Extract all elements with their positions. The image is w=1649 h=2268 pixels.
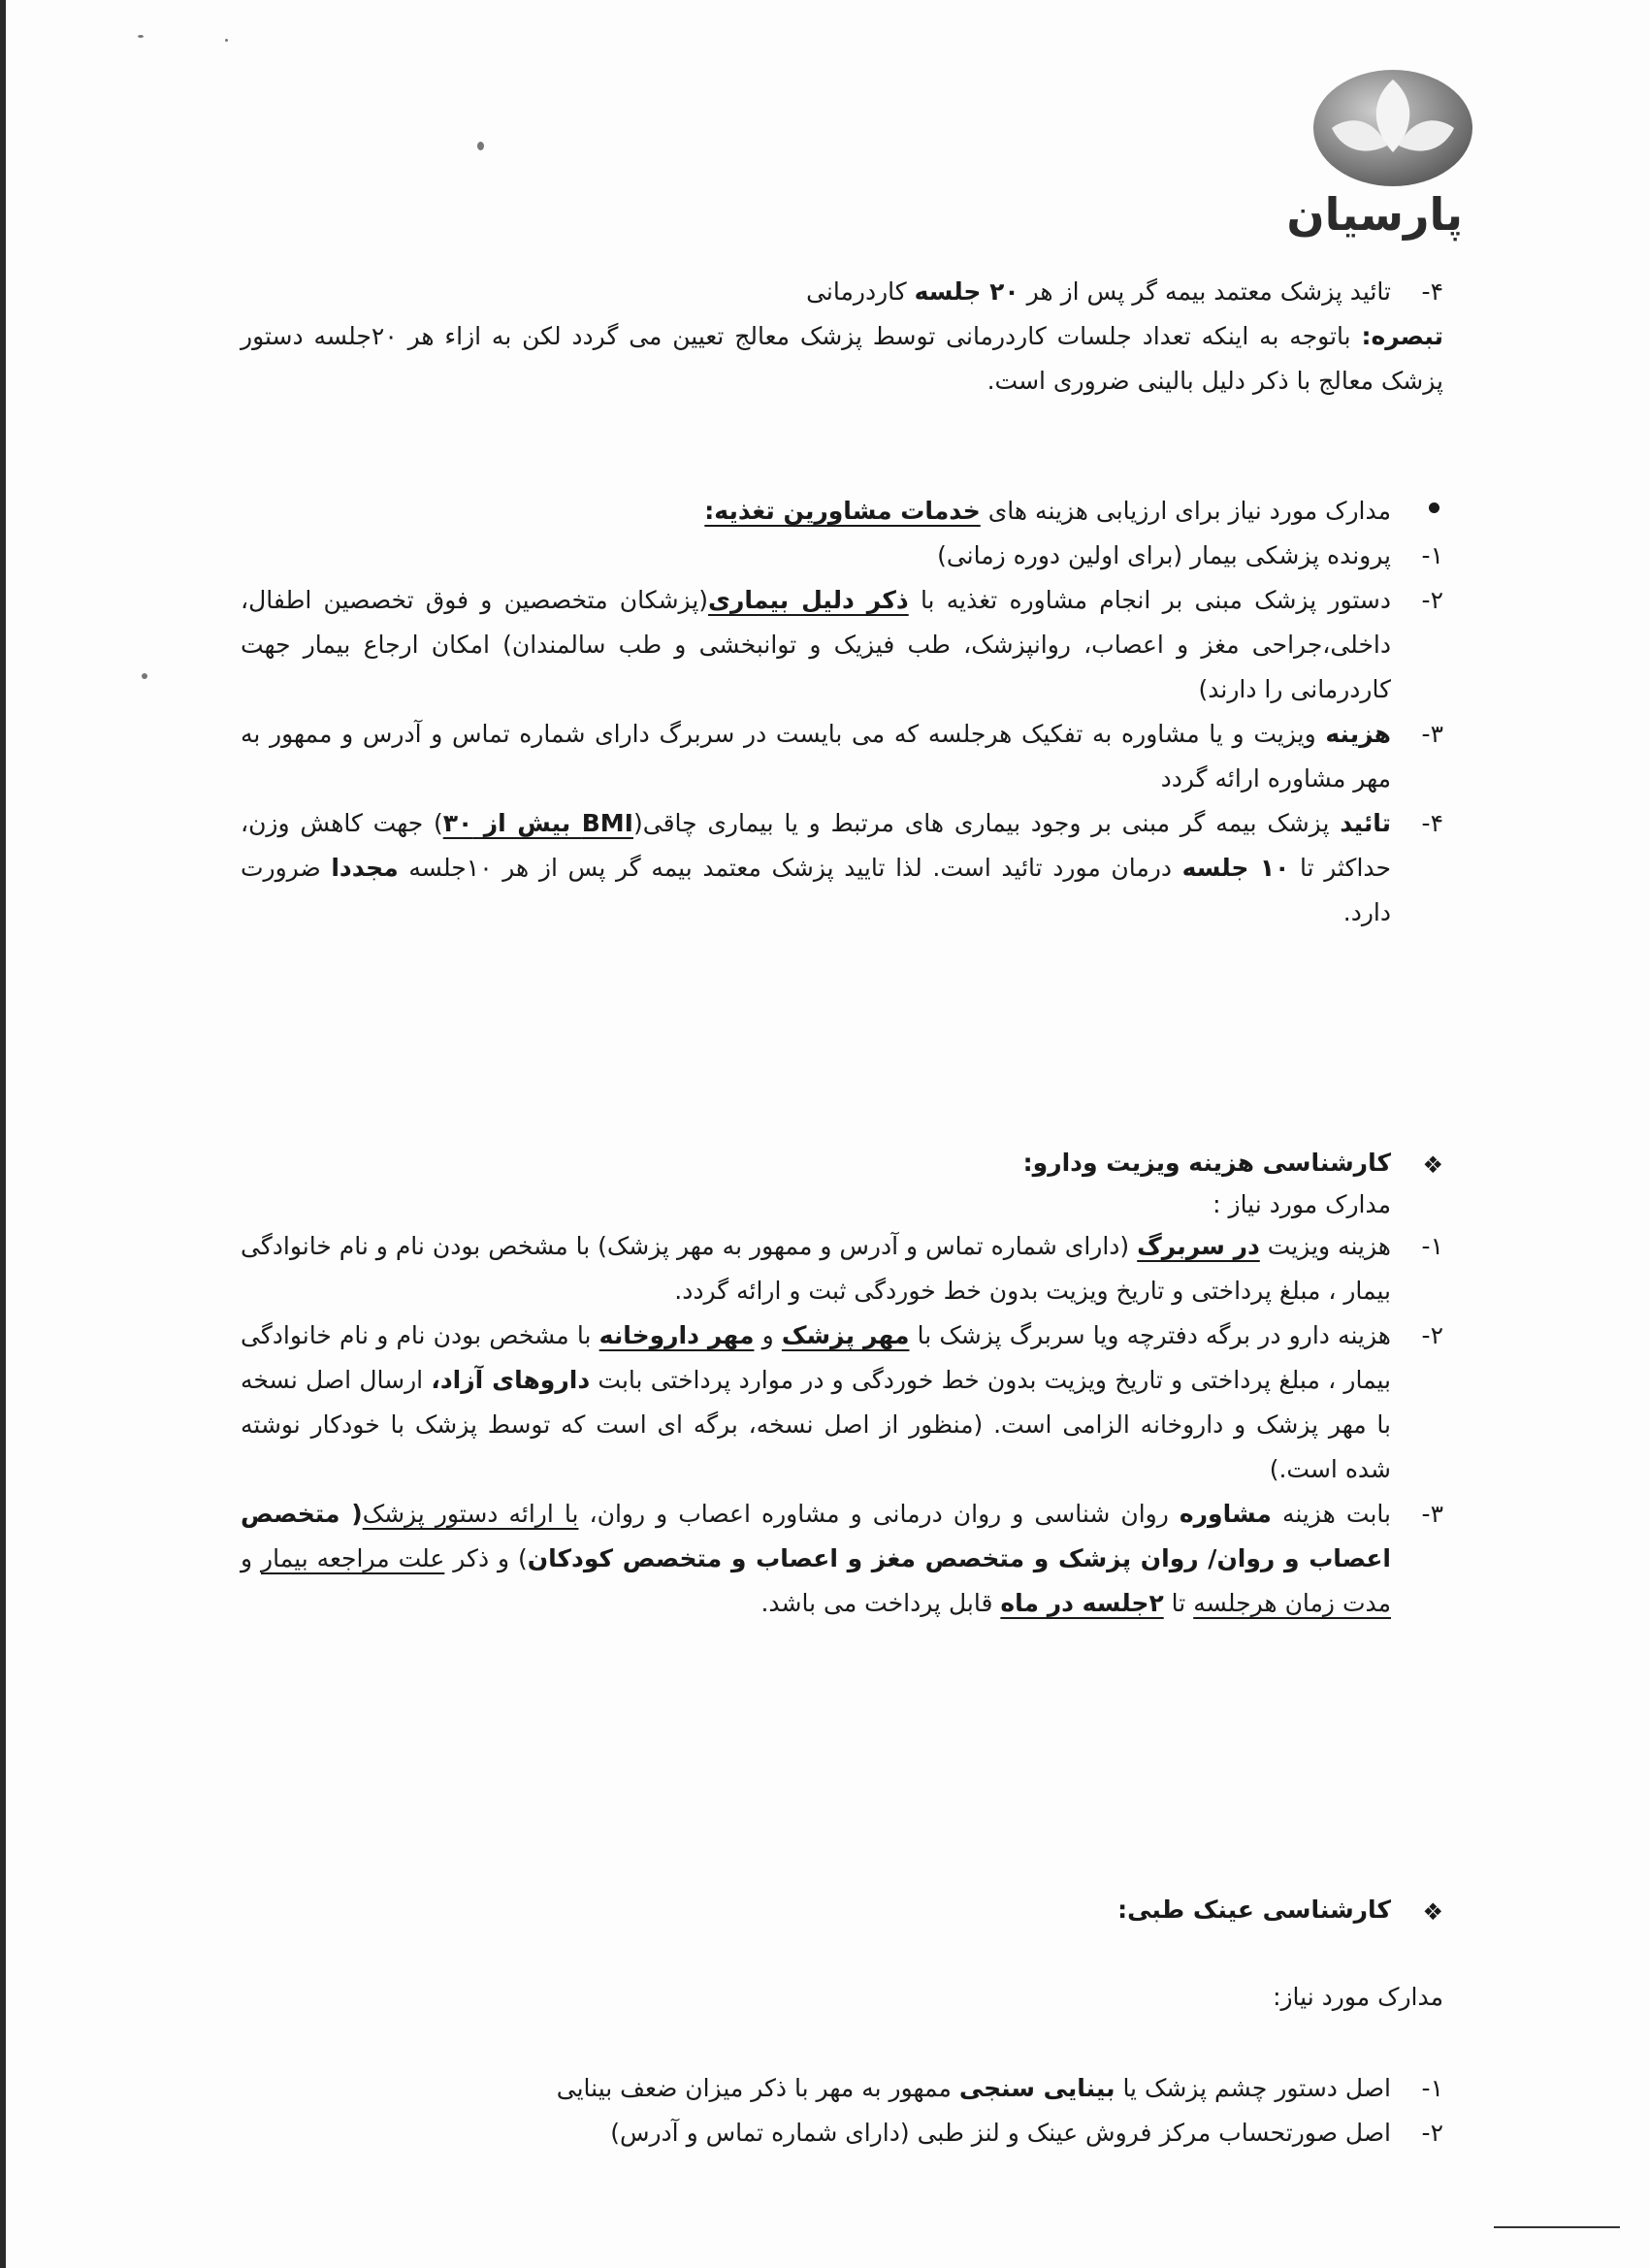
item-text: ممهور به مهر با ذکر میزان ضعف بینایی [556,2074,952,2102]
item-text: ارسال اصل نسخه با مهر پزشک و داروخانه الزامی است. (منظور از اصل نسخه، برگه ای است که توسط پزشک با خودکار نوشته شده است.) [241,1366,1391,1483]
item-bold: داروهای آزاد، [431,1366,591,1394]
item-text: پزشک بیمه گر مبنی بر وجود بیماری های مرتبط و یا بیماری چاقی( [632,809,1330,837]
item-bold: ۲جلسه در ماه [1000,1589,1164,1617]
item-text: تائید پزشک معتمد بیمه گر پس از هر [1026,277,1391,306]
scan-left-edge [0,0,6,2268]
scan-speck [142,673,147,679]
scan-speck [477,142,484,150]
list-item [241,801,1443,935]
item-number: ۲- [1421,2119,1443,2147]
item-text: ) و ذکر [453,1544,528,1572]
bullet-icon [1429,502,1439,513]
item-text: اصل دستور چشم پزشک یا [1122,2074,1391,2102]
section-subtitle-row [241,1185,1443,1224]
item-text: دستور پزشک مبنی بر انجام مشاوره تغذیه با [920,586,1391,614]
section-glasses-items [241,2066,1443,2155]
item-bold: تائید [1340,809,1391,837]
section-title: کارشناسی عینک طبی: [1117,1895,1391,1924]
item-text: روان شناسی و روان درمانی و مشاوره اعصاب و روان، [589,1500,1169,1528]
item-underlined: مدت زمان هرجلسه [1193,1589,1391,1617]
item-text: ضرورت دارد. [241,854,1391,926]
section-occupational-therapy-tail [241,270,1443,404]
item-text: هزینه دارو در برگه دفترچه ویا سربرگ پزشک با [917,1321,1391,1349]
item-text: درمان مورد تائید است. لذا تایید پزشک معتمد بیمه گر پس از هر ۱۰جلسه [408,854,1172,882]
section-subtitle-row [241,1975,1443,2020]
item-text: و [241,1544,253,1572]
list-item [241,712,1443,801]
item-number: ۱- [1421,1232,1443,1260]
item-text: قابل پرداخت می باشد. [760,1589,993,1617]
item-text: اصل صورتحساب مرکز فروش عینک و لنز طبی (دارای شماره تماس و آدرس) [610,2119,1391,2147]
section-heading [241,1141,1443,1185]
item-text: بابت هزینه [1281,1500,1391,1528]
item-bold: مهر داروخانه [598,1321,755,1349]
item-text: (دارای شماره تماس و آدرس و ممهور به مهر پزشک) با مشخص بودن نام و نام خانوادگی بیمار ، مبلغ پرداختی و تاریخ ویزیت بدون خط خوردگی ثبت و ارائه گردد. [241,1232,1391,1305]
item-number: ۴- [1421,277,1443,306]
list-item [241,1313,1443,1492]
section-nutrition-consultants [241,489,1443,935]
section-subtitle: مدارک مورد نیاز : [1212,1190,1391,1218]
item-text: پرونده پزشکی بیمار (برای اولین دوره زمانی) [937,541,1391,569]
item-number: ۳- [1421,1500,1443,1528]
list-item [241,578,1443,712]
item-number: ۲- [1421,586,1443,614]
item-text: ویزیت و یا مشاوره به تفکیک هرجلسه که می بایست در سربرگ دارای شماره تماس و آدرس و ممهور به مهر مشاوره ارائه گردد [241,720,1391,793]
item-number: ۴- [1421,809,1443,837]
item-number: ۱- [1421,2074,1443,2102]
diamond-bullet-icon: ❖ [1422,1151,1443,1179]
item-number: ۲- [1421,1321,1443,1349]
item-bold: مشاوره [1179,1500,1272,1528]
item-bold: بینایی سنجی [958,2074,1116,2102]
section-glasses-subtitle [241,1975,1443,2020]
item-underlined: با ارائه دستور پزشک [362,1500,579,1528]
footer-rule [1494,2226,1620,2228]
item-bold: مهر پزشک [781,1321,910,1349]
item-bold: ۱۰ جلسه [1181,854,1290,882]
diamond-bullet-icon: ❖ [1422,1898,1443,1926]
section-title: خدمات مشاورین تغذیه: [704,497,981,525]
section-visit-and-drug [241,1141,1443,1626]
list-item [241,1492,1443,1626]
note-paragraph [241,314,1443,404]
section-heading [241,1888,1443,1932]
list-item [241,534,1443,578]
scan-speck [138,35,144,38]
item-bold: مجددا [331,854,399,882]
item-bold: هزینه [1325,720,1391,748]
item-number: ۳- [1421,720,1443,748]
scan-speck [225,39,228,42]
item-bold: BMI بیش از ۳۰ [442,809,633,837]
item-text: کاردرمانی [806,277,907,306]
item-bold: ( متخصص اعصاب و روان/ روان پزشک و متخصص مغز و اعصاب و متخصص کودکان [241,1500,1391,1572]
section-heading [241,489,1443,534]
section-medical-glasses [241,1888,1443,1932]
item-bold: ذکر دلیل بیماری [708,586,909,614]
item-bold: در سربرگ [1137,1232,1260,1260]
item-text: ) جهت کاهش وزن، حداکثر تا [241,809,1391,882]
item-number: ۱- [1421,541,1443,569]
section-subtitle: مدارک مورد نیاز: [1273,1983,1443,2011]
item-text: و [761,1321,774,1349]
item-text: با مشخص بودن نام و نام خانوادگی بیمار ، مبلغ پرداختی و تاریخ ویزیت بدون خط خوردگی و در موارد پرداختی بابت [241,1321,1392,1394]
item-text: تا [1171,1589,1186,1617]
list-item [241,2066,1443,2111]
list-item [241,270,1443,314]
list-item [241,2111,1443,2155]
item-underlined: علت مراجعه بیمار [261,1544,445,1572]
note-text: باتوجه به اینکه تعداد جلسات کاردرمانی توسط پزشک معالج تعیین می گردد لکن به ازاء هر ۲۰جلسه دستور پزشک معالج با ذکر دلیل بالینی ضروری است. [241,322,1443,395]
list-item [241,1224,1443,1313]
section-intro: مدارک مورد نیاز برای ارزیابی هزینه های [987,497,1391,525]
item-text: هزینه ویزیت [1267,1232,1391,1260]
logo-brand-text: پارسیان [1286,188,1463,241]
parsian-insurance-logo [1278,60,1521,254]
item-text: (پزشکان متخصصین و فوق تخصصین اطفال، داخلی،جراحی مغز و اعصاب، روانپزشک، طب فیزیک و توانبخشی و طب سالمندان) امکان ارجاع بیمار جهت کاردرمانی را دارند) [241,586,1391,703]
item-bold: ۲۰ جلسه [914,277,1019,306]
section-title: کارشناسی هزینه ویزیت ودارو: [1022,1149,1391,1177]
note-label: تبصره: [1361,322,1443,350]
